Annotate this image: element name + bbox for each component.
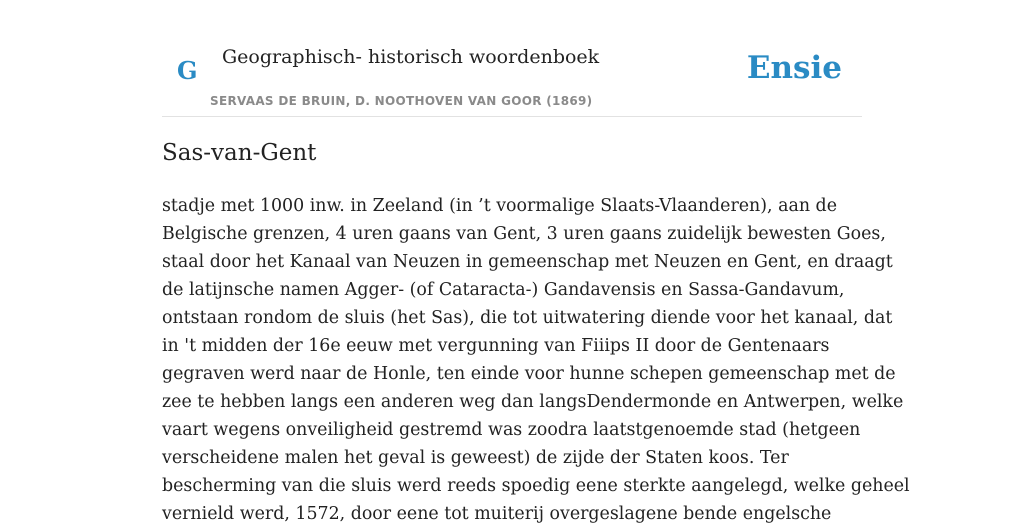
entry-body xyxy=(162,192,910,528)
entry-line: zee te hebben langs een anderen weg dan langsDendermonde en Antwerpen, welke xyxy=(162,392,904,412)
entry-line: bescherming van die sluis werd reeds spoedig eene sterkte aangelegd, welke geheel xyxy=(162,476,910,496)
entry-line: vaart wegens onveiligheid gestremd was zoodra laatstgenoemde stad (hetgeen xyxy=(162,420,861,440)
page-header xyxy=(162,36,862,117)
entry-line: vernield werd, 1572, door eene tot muiterij overgeslagene bende engelsche xyxy=(162,504,832,524)
entry-line: de latijnsche namen Agger- (of Cataracta-) Gandavensis en Sassa-Gandavum, xyxy=(162,280,845,300)
book-logo-icon[interactable]: G xyxy=(177,56,198,85)
book-title-link[interactable]: Geographisch- historisch woordenboek xyxy=(222,46,600,68)
entry-line: Belgische grenzen, 4 uren gaans van Gent, 3 uren gaans zuidelijk bewesten Goes, xyxy=(162,224,886,244)
entry-line: ontstaan rondom de sluis (het Sas), die tot uitwatering diende voor het kanaal, dat xyxy=(162,308,893,328)
entry-line: stadje met 1000 inw. in Zeeland (in ’t voormalige Slaats-Vlaanderen), aan de xyxy=(162,196,837,216)
entry-title: Sas-van-Gent xyxy=(162,140,317,166)
entry-line: verscheidene malen het geval is geweest) de zijde der Staten koos. Ter xyxy=(162,448,789,468)
entry-line: gegraven werd naar de Honle, ten einde voor hunne schepen gemeenschap met de xyxy=(162,364,896,384)
entry-line: staal door het Kanaal van Neuzen in gemeenschap met Neuzen en Gent, en draagt xyxy=(162,252,893,272)
ensie-logo-link[interactable]: Ensie xyxy=(746,50,842,86)
entry-line: in 't midden der 16e eeuw met vergunning van Fiiips II door de Gentenaars xyxy=(162,336,830,356)
book-authors: SERVAAS DE BRUIN, D. NOOTHOVEN VAN GOOR (1869) xyxy=(210,94,593,108)
